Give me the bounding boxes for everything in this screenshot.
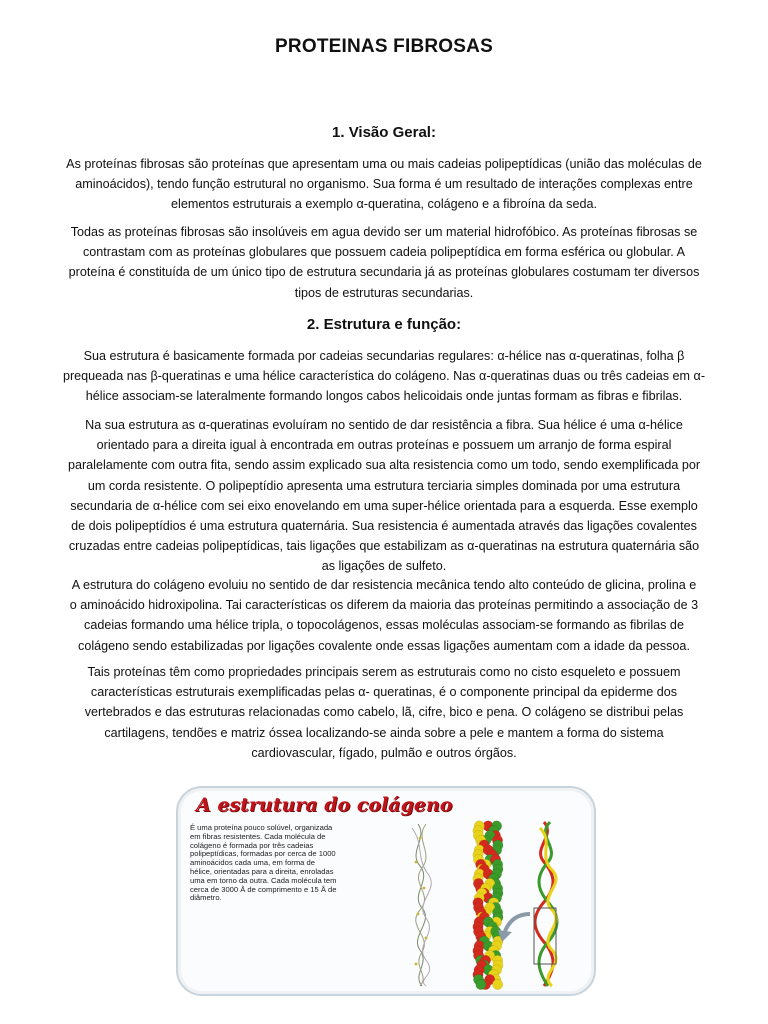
- section-heading-visao-geral: 1. Visão Geral:: [332, 124, 436, 141]
- text-line: Tais proteínas têm como propriedades principais serem as estruturais como no cisto esqueleto e possuem: [87, 665, 681, 679]
- text-line: as ligações de sulfeto.: [321, 559, 447, 574]
- ribbon-helix: [535, 822, 557, 986]
- text-line: proteína é constituída de um único tipo de estrutura secundaria já as proteínas globulares costumam ter diversos: [68, 265, 700, 280]
- paragraph-visao-geral-2: [56, 222, 712, 303]
- text-line: Na sua estrutura as α-queratinas evoluíram no sentido de dar resistência a fibra. Sua hélice é uma α-hélice: [85, 418, 683, 432]
- text-line: de dois polipeptídios é uma estrutura quaternária. Sua resistencia é aumentada através das ligações covalentes: [71, 519, 697, 534]
- caption-line: hélice, orientadas para a direita, enroladas: [190, 866, 334, 876]
- text-line: Sua estrutura é basicamente formada por cadeias secundarias regulares: α-hélice nas α-queratinas, folha β: [83, 349, 685, 363]
- text-line: cardiovascular, fígado, pulmão e outros órgãos.: [251, 745, 517, 760]
- text-line: Todas as proteínas fibrosas são insolúveis em agua devido ser um material hidrofóbico. As proteínas fibrosas se: [70, 225, 698, 239]
- text-line: o aminoácido hidroxipolina. Tai características os diferem da maioria das proteínas permitindo a associação de 3: [69, 598, 699, 613]
- paragraph-estrutura-2: [56, 415, 712, 577]
- arrow-shaft: [504, 914, 530, 934]
- text-line: cartilagens, tendões e matriz óssea localizando-se ainda sobre a pele e mantem a forma do sistema: [104, 725, 664, 740]
- paragraph-estrutura-4: [56, 662, 712, 763]
- caption-line: cerca de 3000 Å de comprimento e 15 Å de: [190, 884, 337, 894]
- caption-line: em fibras resistentes. Cada molécula de: [190, 831, 326, 841]
- text-line: colágeno sendo estabilizadas por ligações covalente onde essas ligações aumentam com a idade da pessoa.: [78, 638, 690, 653]
- text-line: orientado para a direita igual à encontrada em outras proteínas e possuem um arranjo de forma espiral: [96, 438, 672, 453]
- caption-line: aminoácidos cada uma, em forma de: [190, 858, 315, 868]
- text-line: prequeada nas β-queratinas e uma hélice característica do colágeno. Nas α-queratinas duas ou três cadeias em α-: [62, 369, 706, 384]
- text-line: As proteínas fibrosas são proteínas que apresentam uma ou mais cadeias polipeptídicas (união das moléculas de: [66, 157, 702, 171]
- paragraph-visao-geral-1: [56, 154, 712, 215]
- section-heading-estrutura-funcao: 2. Estrutura e função:: [306, 316, 462, 333]
- text-line: paralelamente com outra fita, sendo assim explicado sua alta resistencia como um todo, sendo exemplificada por: [67, 458, 701, 473]
- text-line: contrastam com as proteínas globulares que possuem cadeia polipeptídica em forma esférica ou globular. A: [82, 245, 686, 260]
- text-line: A estrutura do colágeno evoluiu no sentido de dar resistencia mecânica tendo alto conteúdo de glicina, prolina e: [71, 578, 697, 592]
- caption-line: colágeno é formada por três cadeias: [190, 840, 314, 850]
- text-line: tipos de estruturas secundarias.: [294, 285, 474, 300]
- collagen-figure: [176, 786, 596, 996]
- document-title: PROTEINAS FIBROSAS: [275, 36, 493, 57]
- text-line: cruzadas entre cadeias polipeptídicas, tais ligações que estabilizam as α-queratinas na estrutura quaternária são: [68, 539, 700, 554]
- caption-line: É uma proteína pouco solúvel, organizada: [190, 823, 333, 832]
- caption-line: uma em torno da outra. Cada molécula tem: [190, 875, 337, 885]
- text-line: cadeias formando uma hélice tripla, o topocolágenos, essas moléculas associam-se formando as fibrilas de: [84, 618, 684, 633]
- text-line: características estruturais exemplificadas pelas α- queratinas, é o componente principal da epiderme dos: [90, 685, 678, 700]
- chain-model: [412, 824, 431, 986]
- space-filling-helix: [473, 821, 503, 990]
- figure-title: A estrutura do colágeno: [196, 794, 453, 816]
- paragraph-estrutura-1: [56, 346, 712, 407]
- text-line: vertebrados e das estruturas relacionadas como cabelo, lã, cifre, bico e pena. O colágeno se distribui pelas: [84, 705, 684, 720]
- caption-line: diâmetro.: [190, 893, 222, 903]
- atom-sphere: [476, 979, 486, 989]
- figure-caption: [190, 824, 394, 903]
- paragraph-estrutura-3: [56, 575, 712, 656]
- text-line: aminoácidos), tendo função estrutural no organismo. Sua forma é um resultado de interações complexas entre: [75, 177, 693, 192]
- text-line: hélice associam-se lateralmente formando longos cabos helicoidais onde juntas formam as fibras e fibrilas.: [85, 389, 683, 404]
- atom-sphere: [492, 979, 502, 989]
- collagen-illustration: [404, 818, 588, 990]
- text-line: secundaria de α-hélice com sei eixo enovelando em uma super-hélice orientada para a esquerda. Esse exemplo: [70, 498, 698, 513]
- caption-line: polipeptídicas, formadas por cerca de 1000: [190, 849, 336, 859]
- text-line: um corda resistente. O polipeptídio apresenta uma estrutura terciaria simples dominada por uma estrutura: [87, 478, 681, 493]
- text-line: elementos estruturais a exemplo α-queratina, colágeno e a fibroína da seda.: [171, 197, 597, 212]
